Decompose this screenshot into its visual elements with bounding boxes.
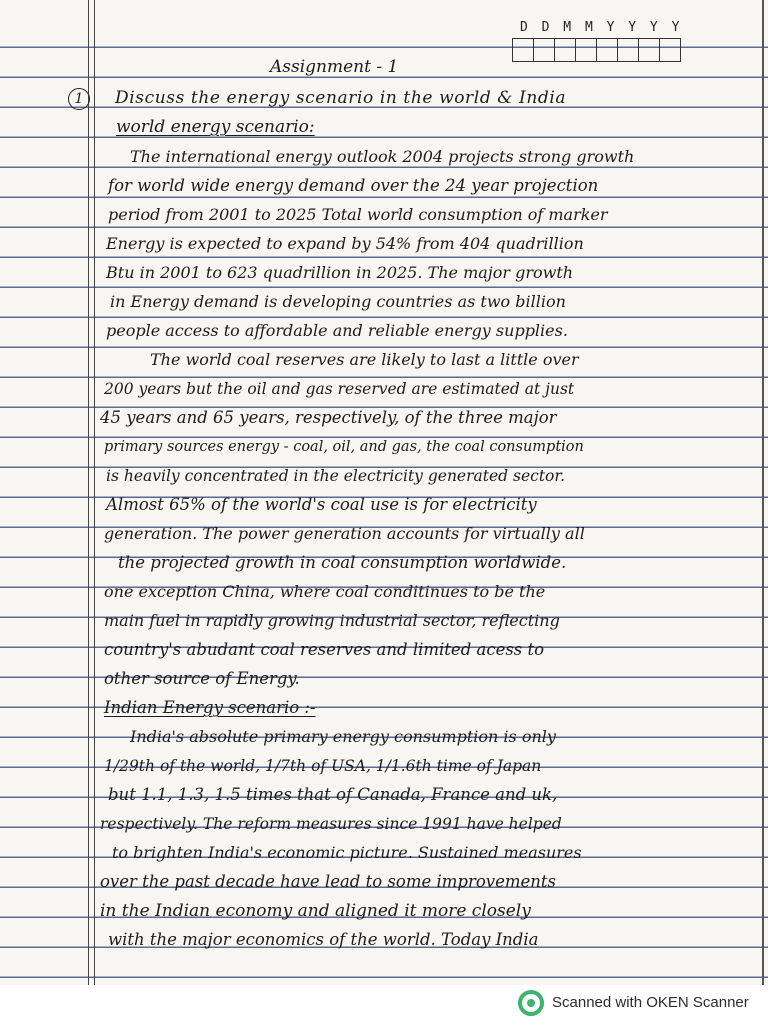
scanner-footer — [0, 985, 768, 1024]
text-line: generation. The power generation accounts for virtually all — [104, 524, 585, 543]
text-line: in Energy demand is developing countries as two billion — [110, 292, 566, 311]
section-heading-india: Indian Energy scenario :- — [104, 698, 316, 717]
text-line: other source of Energy. — [104, 669, 300, 688]
date-header — [512, 20, 692, 66]
question-number: 1 — [68, 88, 90, 110]
text-line: for world wide energy demand over the 24 year projection — [108, 176, 599, 195]
text-line: the projected growth in coal consumption worldwide. — [118, 553, 567, 572]
text-line: over the past decade have lead to some improvements — [100, 872, 557, 891]
text-line: The world coal reserves are likely to last a little over — [150, 350, 579, 369]
text-line: but 1.1, 1.3, 1.5 times that of Canada, France and uk, — [108, 785, 558, 804]
text-line: 45 years and 65 years, respectively, of the three major — [100, 408, 557, 427]
text-line: primary sources energy - coal, oil, and gas, the coal consumption — [104, 439, 584, 455]
date-letters: D D M M Y Y Y Y — [520, 20, 683, 35]
text-line: main fuel in rapidly growing industrial sector, reflecting — [104, 611, 560, 630]
date-cell — [617, 38, 639, 62]
section-heading-world: world energy scenario: — [116, 117, 315, 137]
date-cell — [659, 38, 681, 62]
text-line: country's abudant coal reserves and limited acess to — [104, 640, 545, 659]
text-line: is heavily concentrated in the electricity generated sector. — [106, 467, 566, 485]
text-line: period from 2001 to 2025 Total world consumption of marker — [108, 205, 608, 224]
date-cells — [512, 38, 680, 62]
text-line: 1/29th of the world, 1/7th of USA, 1/1.6th time of Japan — [104, 757, 542, 775]
date-cell — [512, 38, 534, 62]
date-cell — [596, 38, 618, 62]
text-line: one exception China, where coal conditinues to be the — [104, 582, 546, 601]
text-line: Energy is expected to expand by 54% from 404 quadrillion — [106, 234, 584, 253]
question-text: Discuss the energy scenario in the world & India — [115, 88, 567, 108]
left-margin-rule — [88, 0, 95, 985]
text-line: India's absolute primary energy consumption is only — [130, 727, 556, 746]
text-line: people access to affordable and reliable energy supplies. — [106, 321, 568, 340]
page-title: Assignment - 1 — [270, 57, 399, 77]
text-line: to brighten India's economic picture. Sustained measures — [112, 843, 582, 862]
scanner-watermark-text: Scanned with OKEN Scanner — [552, 994, 749, 1011]
text-line: 200 years but the oil and gas reserved are estimated at just — [104, 380, 575, 398]
right-margin-rule — [762, 0, 764, 985]
date-cell — [575, 38, 597, 62]
text-line: in the Indian economy and aligned it more closely — [100, 901, 531, 921]
text-line: respectively. The reform measures since 1991 have helped — [100, 815, 562, 833]
text-line: Btu in 2001 to 623 quadrillion in 2025. The major growth — [106, 263, 574, 282]
date-cell — [533, 38, 555, 62]
date-cell — [554, 38, 576, 62]
oken-scanner-logo-icon — [518, 990, 544, 1016]
text-line: with the major economics of the world. Today India — [108, 930, 539, 949]
text-line: Almost 65% of the world's coal use is for electricity — [106, 495, 537, 514]
text-line: The international energy outlook 2004 projects strong growth — [130, 147, 635, 166]
date-cell — [638, 38, 660, 62]
